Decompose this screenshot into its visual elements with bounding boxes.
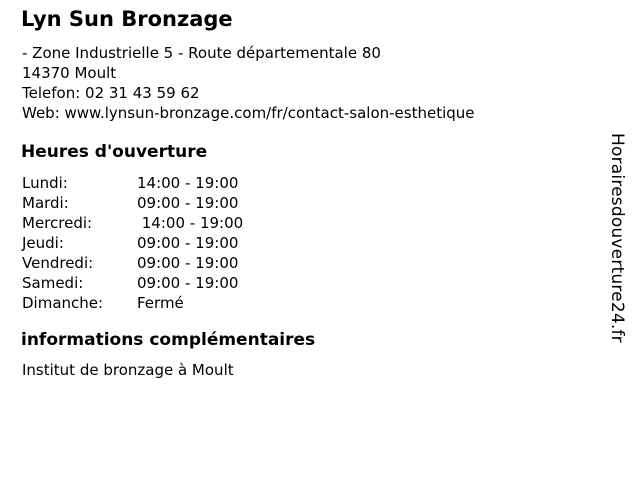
page-title: Lyn Sun Bronzage (21, 7, 233, 31)
day-label: Mardi: (22, 194, 69, 212)
day-label: Mercredi: (22, 214, 93, 232)
time-value: Fermé (137, 294, 184, 312)
day-label: Vendredi: (22, 254, 94, 272)
address-line-1: - Zone Industrielle 5 - Route départementale 80 (22, 44, 381, 62)
day-label: Samedi: (22, 274, 84, 292)
phone-line: Telefon: 02 31 43 59 62 (22, 84, 200, 102)
hours-row-thursday (22, 233, 243, 253)
contact-block (22, 43, 475, 123)
hours-heading: Heures d'ouverture (21, 142, 208, 162)
hours-row-sunday (22, 293, 243, 313)
hours-row-friday (22, 253, 243, 273)
day-label: Lundi: (22, 174, 68, 192)
time-value: 09:00 - 19:00 (137, 234, 239, 252)
time-value: 14:00 - 19:00 (137, 174, 239, 192)
hours-table (22, 173, 243, 313)
hours-row-wednesday (22, 213, 243, 233)
extra-info-heading: informations complémentaires (21, 330, 316, 350)
address-line-2: 14370 Moult (22, 64, 117, 82)
day-label: Jeudi: (22, 234, 64, 252)
website-line: Web: www.lynsun-bronzage.com/fr/contact-salon-esthetique (22, 104, 475, 122)
site-watermark-vertical-text: Horairesdouverture24.fr (607, 133, 627, 343)
extra-info-text: Institut de bronzage à Moult (22, 361, 234, 379)
time-value: 09:00 - 19:00 (137, 274, 239, 292)
time-value: 09:00 - 19:00 (137, 254, 239, 272)
hours-row-saturday (22, 273, 243, 293)
day-label: Dimanche: (22, 294, 104, 312)
hours-row-tuesday (22, 193, 243, 213)
time-value: 14:00 - 19:00 (137, 214, 244, 232)
time-value: 09:00 - 19:00 (137, 194, 239, 212)
hours-row-monday (22, 173, 243, 193)
